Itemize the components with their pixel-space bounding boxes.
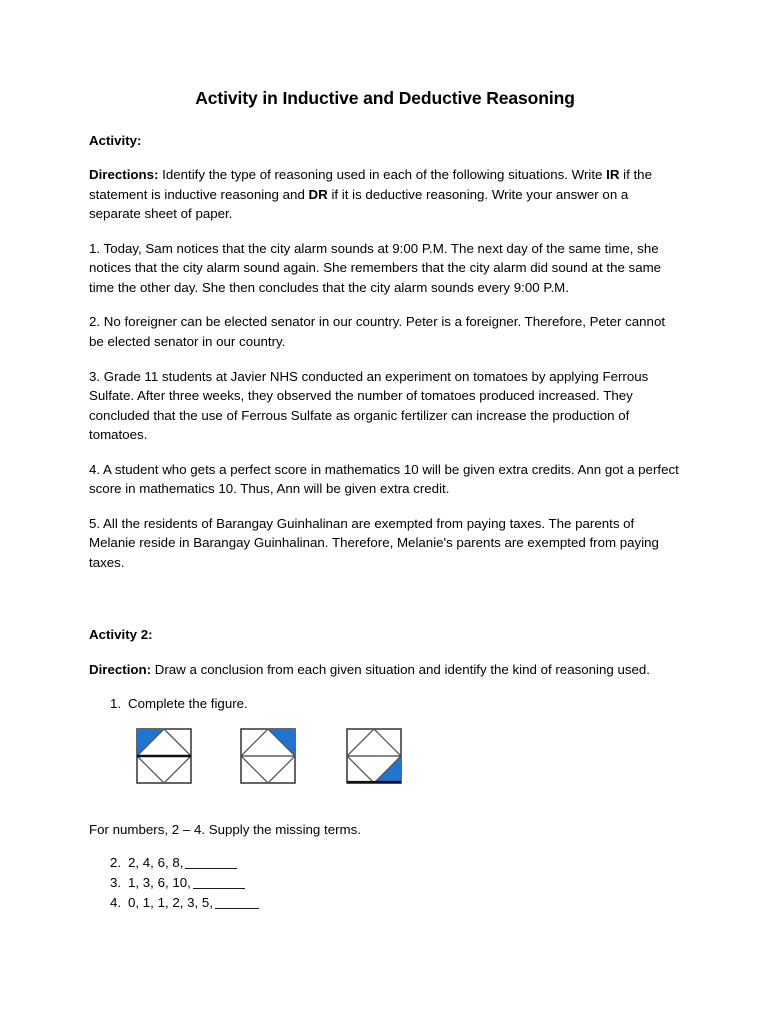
sequence-list <box>89 853 681 914</box>
sequence-intro: For numbers, 2 – 4. Supply the missing terms. <box>89 822 361 838</box>
activity-1-directions <box>89 165 681 224</box>
sequence-item-3 <box>89 873 681 893</box>
direction-text: Draw a conclusion from each given situation and identify the kind of reasoning used. <box>151 661 650 677</box>
list-item-complete-figure <box>89 694 681 714</box>
directions-label: Directions: <box>89 167 159 183</box>
sequence-item-2 <box>89 853 681 873</box>
sequence-marker: 2. <box>110 854 122 870</box>
activity-2-item-list <box>89 694 681 714</box>
figure-sequence-spacer <box>89 800 681 820</box>
figure-pattern-row <box>89 722 681 800</box>
sequence-marker: 4. <box>110 895 122 911</box>
activity-1-heading: Activity: <box>89 133 142 148</box>
sequence-terms: 2, 4, 6, 8, <box>128 854 184 870</box>
list-marker: 1. <box>110 696 122 712</box>
figure-pattern-1 <box>136 728 192 784</box>
figure-pattern-2 <box>240 728 296 784</box>
reasoning-item-3: 3. Grade 11 students at Javier NHS conducted an experiment on tomatoes by applying Ferrous Sulfate. After three weeks, they observed the number of tomatoes produced increased. They concluded that the use of Ferrous Sulfate as organic fertilizer can increase the production of tomatoes. <box>89 368 649 443</box>
figure-pattern-3 <box>346 728 402 784</box>
sequence-terms: 0, 1, 1, 2, 3, 5, <box>128 895 214 911</box>
answer-blank[interactable] <box>215 908 259 909</box>
page-title: Activity in Inductive and Deductive Reasoning <box>195 88 575 108</box>
directions-text-1: Identify the type of reasoning used in each of the following situations. Write <box>158 167 607 183</box>
directions-text-2: if the statement is inductive reasoning and <box>89 167 652 202</box>
reasoning-item-5: 5. All the residents of Barangay Guinhalinan are exempted from paying taxes. The parents of Melanie reside in Barangay Guinhalinan. Therefore, Melanie's parents are exempted from paying taxes. <box>89 515 659 570</box>
answer-blank[interactable] <box>193 888 245 889</box>
ir-label: IR <box>606 167 620 183</box>
list-item-label: Complete the figure. <box>128 696 248 712</box>
sequence-marker: 3. <box>110 875 122 891</box>
activity-2-direction <box>89 660 681 680</box>
document-body <box>89 88 681 914</box>
sequence-terms: 1, 3, 6, 10, <box>128 875 191 891</box>
activity-2-heading: Activity 2: <box>89 627 153 643</box>
reasoning-item-1: 1. Today, Sam notices that the city alarm sounds at 9:00 P.M. The next day of the same time, she notices that the city alarm sound again. She remembers that the city alarm did sound at the same time the other day. She then concludes that the city alarm sounds every 9:00 P.M. <box>89 240 662 295</box>
sequence-item-4 <box>89 893 681 913</box>
answer-blank[interactable] <box>185 868 237 869</box>
section-spacer <box>89 587 681 625</box>
directions-text-3: if it is deductive reasoning. Write your answer on a separate sheet of paper. <box>89 186 629 222</box>
dr-label: DR <box>308 186 328 202</box>
reasoning-item-4: 4. A student who gets a perfect score in mathematics 10 will be given extra credits. Ann got a perfect score in mathematics 10. Thus, Ann will be given extra credit. <box>89 461 679 497</box>
direction-label: Direction: <box>89 661 152 677</box>
reasoning-item-2: 2. No foreigner can be elected senator in our country. Peter is a foreigner. Therefore, Peter cannot be elected senator in our country. <box>89 314 666 349</box>
